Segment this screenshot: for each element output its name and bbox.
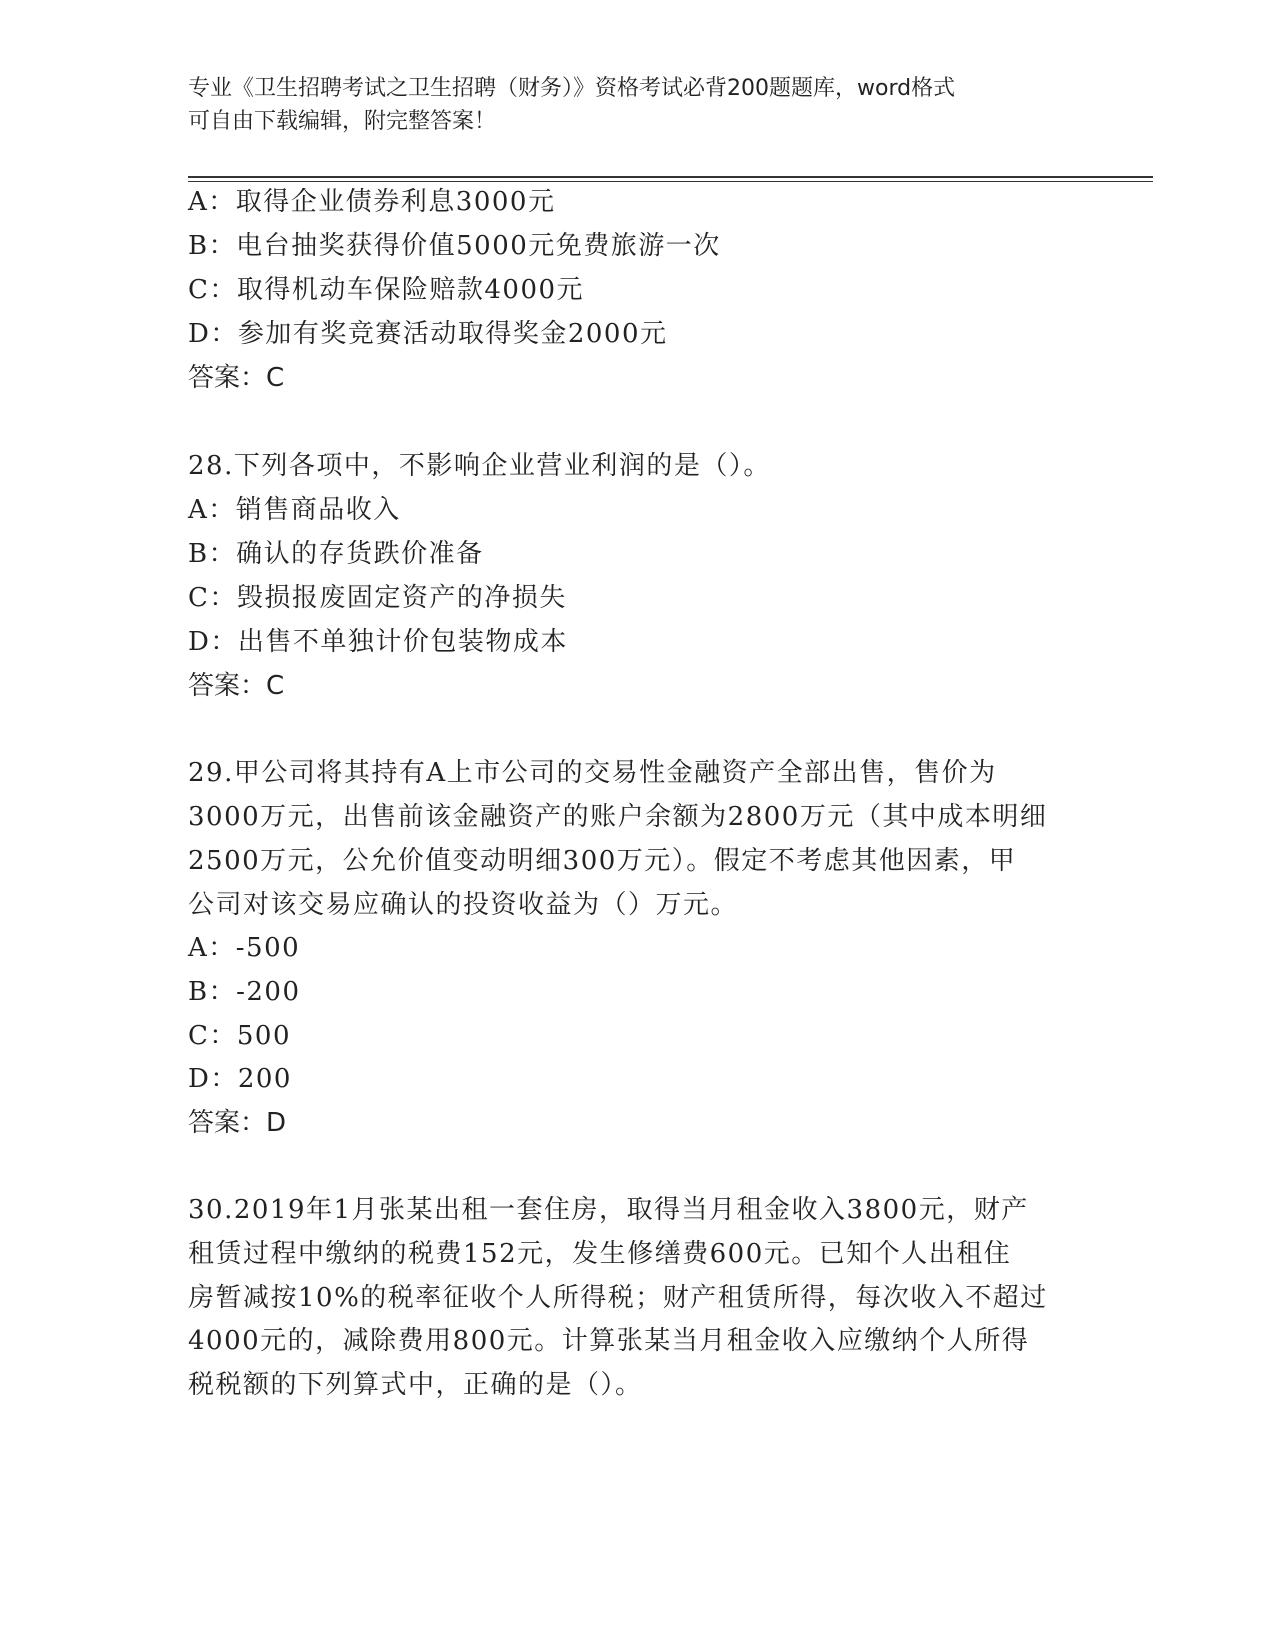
q30-stem-line-1: 30.2019年1月张某出租一套住房，取得当月租金收入3800元，财产 xyxy=(188,1195,1029,1225)
q29-option-c: C：500 xyxy=(188,1021,292,1051)
q30-stem-line-2: 租赁过程中缴纳的税费152元，发生修缮费600元。已知个人出租住 xyxy=(188,1239,1012,1269)
q29-option-b: B：-200 xyxy=(188,977,301,1007)
q29-stem-line-2: 3000万元，出售前该金融资产的账户余额为2800万元（其中成本明细 xyxy=(188,802,1048,832)
header-divider-thick xyxy=(188,176,1153,178)
q27-option-c: C：取得机动车保险赔款4000元 xyxy=(188,275,585,305)
q29-stem-line-3: 2500万元，公允价值变动明细300万元）。假定不考虑其他因素，甲 xyxy=(188,846,1017,876)
q29-stem-line-1: 29.甲公司将其持有A上市公司的交易性金融资产全部出售，售价为 xyxy=(188,758,997,788)
header-divider-thin xyxy=(188,181,1153,182)
q27-answer: 答案：C xyxy=(188,363,285,393)
q28-option-b: B：确认的存货跌价准备 xyxy=(188,539,484,569)
q27-option-a: A：取得企业债券利息3000元 xyxy=(188,187,556,217)
header-line-1: 专业《卫生招聘考试之卫生招聘（财务）》资格考试必背200题题库，word格式 xyxy=(188,76,956,101)
q28-option-d: D：出售不单独计价包装物成本 xyxy=(188,627,568,657)
q28-stem: 28.下列各项中，不影响企业营业利润的是（）。 xyxy=(188,451,771,481)
q28-option-c: C：毁损报废固定资产的净损失 xyxy=(188,583,567,613)
q29-stem-line-4: 公司对该交易应确认的投资收益为（）万元。 xyxy=(188,890,739,920)
q30-stem-line-4: 4000元的，减除费用800元。计算张某当月租金收入应缴纳个人所得 xyxy=(188,1326,1030,1356)
header-line-2: 可自由下载编辑，附完整答案！ xyxy=(188,109,497,134)
q30-stem-line-3: 房暂减按10%的税率征收个人所得税；财产租赁所得，每次收入不超过 xyxy=(188,1283,1048,1313)
q29-option-a: A：-500 xyxy=(188,933,301,963)
q27-option-d: D：参加有奖竞赛活动取得奖金2000元 xyxy=(188,319,668,349)
q29-option-d: D：200 xyxy=(188,1064,292,1094)
q27-option-b: B：电台抽奖获得价值5000元免费旅游一次 xyxy=(188,231,721,261)
document-header xyxy=(188,72,1088,138)
q29-answer: 答案：D xyxy=(188,1108,287,1138)
q28-answer: 答案：C xyxy=(188,671,285,701)
q30-stem-line-5: 税税额的下列算式中，正确的是（）。 xyxy=(188,1370,643,1400)
q28-option-a: A：销售商品收入 xyxy=(188,495,401,525)
